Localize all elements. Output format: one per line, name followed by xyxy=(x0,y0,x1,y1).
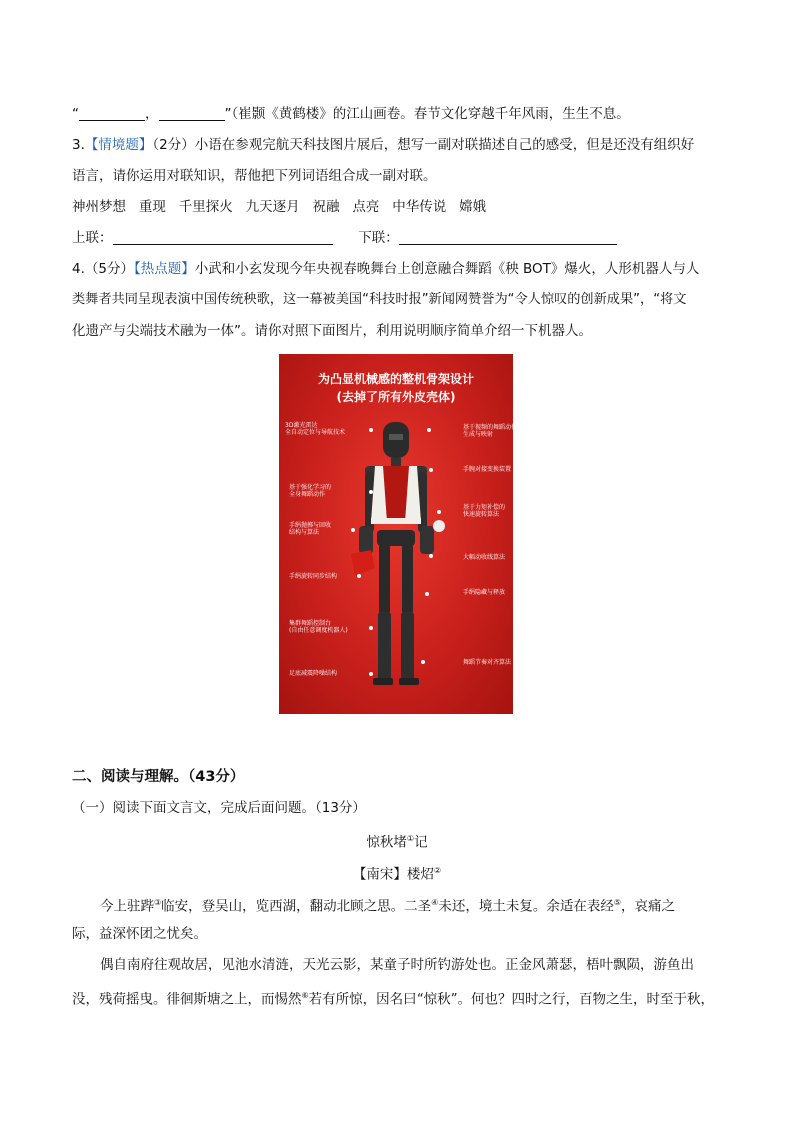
passage-paragraph-2-cont: 没，残荷摇曳。徘徊斯塘之上，而惕然⑥若有所惊，因名曰“惊秋”。何也？四时之行，百物之生，时至于秋， xyxy=(72,991,714,1008)
label-spin-sync: 手绢旋转同步结构 xyxy=(289,573,338,580)
word: 神州梦想 xyxy=(72,199,126,215)
word: 中华传说 xyxy=(392,199,447,215)
q4-line3: 化遗产与尖端技术融为一体”。请你对照下面图片，利用说明顺序简单介绍一下机器人。 xyxy=(72,323,592,339)
q3-line2: 语言，请你运用对联知识，帮他把下列词语组合成一副对联。 xyxy=(72,168,437,184)
answer-blank[interactable] xyxy=(79,105,145,121)
subsection-title: （一）阅读下面文言文，完成后面问题。（13分） xyxy=(72,800,366,816)
passage-paragraph-2: 偶自南府往观故居，见池水清涟，天光云影，某童子时所钓游处也。正金风萧瑟，梧叶飘陨，游鱼出 xyxy=(100,957,694,973)
word: 点亮 xyxy=(352,199,380,215)
q2-line: “ ， ”（崔颢《黄鹤楼》的江山画卷。春节文化穿越千年风雨，生生不息。 xyxy=(72,106,630,122)
answer-blank[interactable] xyxy=(159,105,225,121)
poster-title: 为凸显机械感的整机骨架设计 xyxy=(317,372,474,386)
word: 祝融 xyxy=(312,199,340,215)
label-wrist-dock: 手腕对接变换装置 xyxy=(463,466,512,473)
word: 嫦娥 xyxy=(459,199,487,215)
label-lidar: 3D激光雷达 全自动定位与导航技术 xyxy=(285,422,346,436)
passage-author: 【南宋】楼炤② xyxy=(352,866,442,883)
label-cluster-console: 集群舞蹈控制台 (自由任意调度机器人) xyxy=(289,620,348,634)
upper-couplet-field[interactable] xyxy=(113,229,333,245)
poster-subtitle: (去掉了所有外皮壳体) xyxy=(336,390,456,404)
passage-paragraph-1-cont: 际，益深怀团之忧矣。 xyxy=(72,926,207,942)
upper-couplet-label: 上联： xyxy=(72,230,113,246)
label-throw-catch: 手绢抛掷与回收 结构与算法 xyxy=(289,522,332,536)
lower-couplet-field[interactable] xyxy=(399,229,617,245)
word: 重现 xyxy=(138,199,166,215)
lower-couplet-label: 下联： xyxy=(358,230,399,246)
label-retract: 大幅动收线算法 xyxy=(463,554,506,561)
label-rhythm-align: 舞蹈节奏对齐算法 xyxy=(463,659,512,666)
q4-line1: 4.（5分）【热点题】小武和小玄发现今年央视春晚舞台上创意融合舞蹈《秧 BOT》爆火，人形机器人与人 xyxy=(72,261,700,277)
label-foot-damping: 足底减震降噪结构 xyxy=(289,670,338,677)
label-video-motion: 基于视频的舞蹈动作的 生成与映射 xyxy=(463,424,524,438)
word: 千里探火 xyxy=(178,199,233,215)
q3-word-list xyxy=(72,197,724,217)
section-title: 二、阅读与理解。（43分） xyxy=(72,769,245,785)
tag-scenario: 【情境题】 xyxy=(84,137,153,153)
tag-hot-topic: 【热点题】 xyxy=(133,261,195,277)
couplet-answer-row xyxy=(72,228,724,248)
label-hide-release: 手绢隐藏与释放 xyxy=(463,589,506,596)
q3-line1: 3.【情境题】（2分）小语在参观完航天科技图片展后，想写一副对联描述自己的感受，但是还没有组织好 xyxy=(72,137,695,153)
q4-line2: 类舞者共同呈现表演中国传统秧歌，这一幕被美国“科技时报”新闻网赞誉为“令人惊叹的创新成果”，“将文 xyxy=(72,292,687,307)
passage-title: 惊秋堵①记 xyxy=(366,834,428,851)
label-rl-dance: 基于强化学习的 全身舞蹈动作 xyxy=(289,484,332,498)
passage-paragraph-1: 今上驻跸③临安，登吴山，览西湖，翻动北顾之思。二圣④未还，境土未复。余适在表经⑤，哀痛之 xyxy=(100,898,676,915)
label-torque-spin: 基于力矩补偿的 快速旋转算法 xyxy=(463,504,506,518)
word: 九天逐月 xyxy=(245,199,300,215)
robot-poster-image xyxy=(279,354,524,714)
